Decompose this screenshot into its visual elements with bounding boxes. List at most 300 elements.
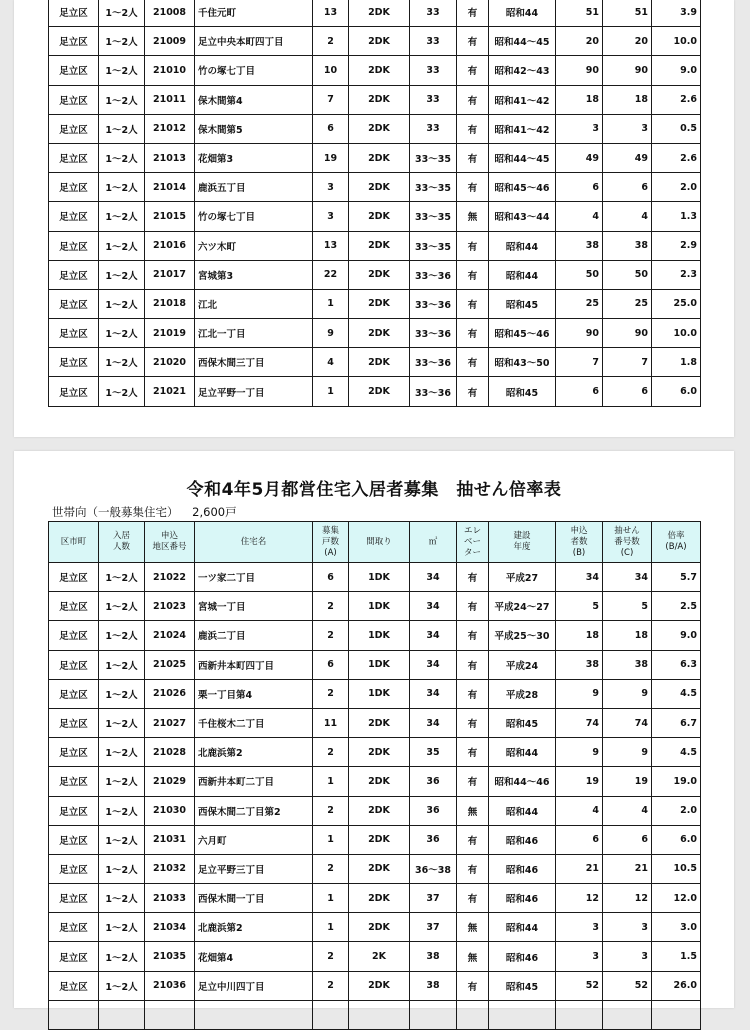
cell-ward: 足立区 bbox=[49, 27, 99, 56]
cell-build-year: 平成28 bbox=[489, 679, 556, 708]
table-row bbox=[49, 854, 701, 883]
cell-applicants: 90 bbox=[556, 56, 603, 85]
cell-rate: 3.9 bbox=[652, 0, 701, 27]
cell-ward: 足立区 bbox=[49, 621, 99, 650]
cell-rate: 2.6 bbox=[652, 85, 701, 114]
cell-layout: 2DK bbox=[349, 913, 410, 942]
cell-build-year: 昭和41～42 bbox=[489, 114, 556, 143]
cell-occupants: 1～2人 bbox=[99, 563, 145, 592]
cell-housing-name: 六ツ木町 bbox=[195, 231, 313, 260]
cell-district-number: 21029 bbox=[145, 767, 195, 796]
cell-elevator: 有 bbox=[457, 854, 489, 883]
cell-units: 2 bbox=[313, 679, 349, 708]
cell-area: 33 bbox=[410, 114, 457, 143]
cell-layout: 2DK bbox=[349, 854, 410, 883]
cell-occupants: 1～2人 bbox=[99, 319, 145, 348]
cell-lottery-numbers: 49 bbox=[603, 143, 652, 172]
cell-rate: 4.5 bbox=[652, 738, 701, 767]
cell-applicants: 3 bbox=[556, 114, 603, 143]
total-units-label: 2,600戸 bbox=[192, 505, 237, 519]
cell-occupants: 1～2人 bbox=[99, 942, 145, 971]
cell-elevator: 有 bbox=[457, 85, 489, 114]
cell-lottery-numbers: 50 bbox=[603, 260, 652, 289]
cell-area: 33～36 bbox=[410, 260, 457, 289]
cell-applicants: 9 bbox=[556, 738, 603, 767]
cell-units: 2 bbox=[313, 621, 349, 650]
cell-applicants: 12 bbox=[556, 884, 603, 913]
cell-district-number: 21024 bbox=[145, 621, 195, 650]
cell-units: 22 bbox=[313, 260, 349, 289]
cell-units: 19 bbox=[313, 143, 349, 172]
cell-occupants: 1～2人 bbox=[99, 377, 145, 406]
cell-occupants: 1～2人 bbox=[99, 708, 145, 737]
cell-district-number: 21031 bbox=[145, 825, 195, 854]
cell-lottery-numbers: 6 bbox=[603, 825, 652, 854]
cell-elevator: 有 bbox=[457, 114, 489, 143]
cell-area: 36 bbox=[410, 796, 457, 825]
cell-district-number bbox=[145, 1000, 195, 1029]
cell-layout: 2DK bbox=[349, 260, 410, 289]
cell-occupants: 1～2人 bbox=[99, 884, 145, 913]
cell-housing-name: 足立平野三丁目 bbox=[195, 854, 313, 883]
cell-elevator: 有 bbox=[457, 289, 489, 318]
cell-elevator: 有 bbox=[457, 650, 489, 679]
cell-elevator: 有 bbox=[457, 348, 489, 377]
cell-housing-name: 千住元町 bbox=[195, 0, 313, 27]
cell-district-number: 21036 bbox=[145, 971, 195, 1000]
cell-units: 2 bbox=[313, 738, 349, 767]
table-row bbox=[49, 85, 701, 114]
cell-units: 1 bbox=[313, 377, 349, 406]
cell-housing-name: 鹿浜二丁目 bbox=[195, 621, 313, 650]
cell-lottery-numbers: 6 bbox=[603, 173, 652, 202]
cell-applicants: 19 bbox=[556, 767, 603, 796]
cell-applicants: 49 bbox=[556, 143, 603, 172]
cell-occupants: 1～2人 bbox=[99, 767, 145, 796]
cell-applicants bbox=[556, 1000, 603, 1029]
cell-rate bbox=[652, 1000, 701, 1029]
cell-district-number: 21012 bbox=[145, 114, 195, 143]
cell-lottery-numbers: 34 bbox=[603, 563, 652, 592]
table-row bbox=[49, 621, 701, 650]
cell-build-year: 昭和45～46 bbox=[489, 319, 556, 348]
cell-ward: 足立区 bbox=[49, 971, 99, 1000]
cell-housing-name: 保木間第4 bbox=[195, 85, 313, 114]
cell-units: 3 bbox=[313, 173, 349, 202]
cell-rate: 6.3 bbox=[652, 650, 701, 679]
cell-layout: 2K bbox=[349, 942, 410, 971]
cell-units: 6 bbox=[313, 650, 349, 679]
cell-applicants: 51 bbox=[556, 0, 603, 27]
cell-occupants: 1～2人 bbox=[99, 0, 145, 27]
cell-elevator: 有 bbox=[457, 143, 489, 172]
table-row bbox=[49, 56, 701, 85]
cell-lottery-numbers: 90 bbox=[603, 319, 652, 348]
cell-area: 33 bbox=[410, 0, 457, 27]
cell-rate: 12.0 bbox=[652, 884, 701, 913]
cell-ward: 足立区 bbox=[49, 592, 99, 621]
table-row bbox=[49, 0, 701, 27]
cell-housing-name: 西保木間二丁目第2 bbox=[195, 796, 313, 825]
cell-elevator: 有 bbox=[457, 260, 489, 289]
cell-ward: 足立区 bbox=[49, 796, 99, 825]
cell-occupants: 1～2人 bbox=[99, 854, 145, 883]
cell-area: 33～36 bbox=[410, 348, 457, 377]
cell-units: 13 bbox=[313, 231, 349, 260]
cell-district-number: 21022 bbox=[145, 563, 195, 592]
cell-area: 33 bbox=[410, 27, 457, 56]
cell-ward: 足立区 bbox=[49, 319, 99, 348]
cell-applicants: 74 bbox=[556, 708, 603, 737]
cell-applicants: 50 bbox=[556, 260, 603, 289]
cell-applicants: 6 bbox=[556, 173, 603, 202]
cell-rate: 1.8 bbox=[652, 348, 701, 377]
cell-occupants: 1～2人 bbox=[99, 796, 145, 825]
cell-elevator: 有 bbox=[457, 0, 489, 27]
cell-elevator: 有 bbox=[457, 319, 489, 348]
cell-area: 36～38 bbox=[410, 854, 457, 883]
cell-occupants: 1～2人 bbox=[99, 260, 145, 289]
cell-lottery-numbers: 12 bbox=[603, 884, 652, 913]
cell-units: 1 bbox=[313, 825, 349, 854]
cell-occupants: 1～2人 bbox=[99, 202, 145, 231]
cell-units: 11 bbox=[313, 708, 349, 737]
cell-occupants: 1～2人 bbox=[99, 825, 145, 854]
cell-applicants: 18 bbox=[556, 85, 603, 114]
cell-layout: 2DK bbox=[349, 971, 410, 1000]
cell-units: 6 bbox=[313, 563, 349, 592]
cell-applicants: 6 bbox=[556, 377, 603, 406]
cell-build-year: 昭和43～50 bbox=[489, 348, 556, 377]
cell-area: 36 bbox=[410, 767, 457, 796]
header-lottery-numbers: 抽せん 番号数 (C) bbox=[603, 522, 652, 563]
cell-layout: 2DK bbox=[349, 289, 410, 318]
cell-district-number: 21020 bbox=[145, 348, 195, 377]
cell-build-year: 昭和45 bbox=[489, 708, 556, 737]
cell-rate: 10.0 bbox=[652, 27, 701, 56]
cell-rate: 10.0 bbox=[652, 319, 701, 348]
cell-elevator: 有 bbox=[457, 679, 489, 708]
cell-layout: 1DK bbox=[349, 621, 410, 650]
cell-rate: 2.0 bbox=[652, 173, 701, 202]
cell-area: 34 bbox=[410, 708, 457, 737]
cell-ward: 足立区 bbox=[49, 708, 99, 737]
cell-applicants: 90 bbox=[556, 319, 603, 348]
cell-units: 3 bbox=[313, 202, 349, 231]
cell-units bbox=[313, 1000, 349, 1029]
cell-district-number: 21016 bbox=[145, 231, 195, 260]
cell-lottery-numbers: 18 bbox=[603, 85, 652, 114]
category-label: 世帯向（一般募集住宅） bbox=[52, 505, 179, 519]
cell-build-year: 平成24 bbox=[489, 650, 556, 679]
cell-district-number: 21033 bbox=[145, 884, 195, 913]
cell-housing-name: 北鹿浜第2 bbox=[195, 913, 313, 942]
cell-area: 33 bbox=[410, 56, 457, 85]
cell-units: 13 bbox=[313, 0, 349, 27]
cell-lottery-numbers: 6 bbox=[603, 377, 652, 406]
header-housing-name: 住宅名 bbox=[195, 522, 313, 563]
cell-ward: 足立区 bbox=[49, 377, 99, 406]
document-page-2 bbox=[14, 451, 734, 1008]
cell-build-year: 昭和46 bbox=[489, 942, 556, 971]
cell-build-year: 昭和44 bbox=[489, 738, 556, 767]
cell-build-year: 昭和44～45 bbox=[489, 27, 556, 56]
table-body-page-1 bbox=[49, 0, 701, 406]
cell-area: 33～35 bbox=[410, 143, 457, 172]
table-row bbox=[49, 1000, 701, 1029]
cell-occupants: 1～2人 bbox=[99, 173, 145, 202]
cell-district-number: 21011 bbox=[145, 85, 195, 114]
table-row bbox=[49, 319, 701, 348]
cell-lottery-numbers bbox=[603, 1000, 652, 1029]
table-row bbox=[49, 884, 701, 913]
cell-layout: 2DK bbox=[349, 319, 410, 348]
table-row bbox=[49, 563, 701, 592]
cell-district-number: 21021 bbox=[145, 377, 195, 406]
cell-build-year: 昭和44 bbox=[489, 260, 556, 289]
cell-occupants: 1～2人 bbox=[99, 289, 145, 318]
cell-layout: 2DK bbox=[349, 143, 410, 172]
cell-elevator: 無 bbox=[457, 913, 489, 942]
cell-layout: 2DK bbox=[349, 738, 410, 767]
cell-occupants: 1～2人 bbox=[99, 971, 145, 1000]
cell-ward: 足立区 bbox=[49, 767, 99, 796]
cell-lottery-numbers: 52 bbox=[603, 971, 652, 1000]
table-row bbox=[49, 592, 701, 621]
cell-lottery-numbers: 51 bbox=[603, 0, 652, 27]
cell-area: 33～35 bbox=[410, 173, 457, 202]
cell-elevator: 有 bbox=[457, 563, 489, 592]
cell-elevator: 有 bbox=[457, 592, 489, 621]
header-elevator: エレ ベー ター bbox=[457, 522, 489, 563]
cell-district-number: 21019 bbox=[145, 319, 195, 348]
cell-applicants: 3 bbox=[556, 942, 603, 971]
table-body-page-2 bbox=[49, 563, 701, 1030]
cell-district-number: 21025 bbox=[145, 650, 195, 679]
cell-rate: 9.0 bbox=[652, 621, 701, 650]
cell-area: 37 bbox=[410, 884, 457, 913]
table-row bbox=[49, 202, 701, 231]
cell-district-number: 21035 bbox=[145, 942, 195, 971]
cell-ward: 足立区 bbox=[49, 231, 99, 260]
cell-rate: 10.5 bbox=[652, 854, 701, 883]
cell-layout: 2DK bbox=[349, 767, 410, 796]
cell-layout: 2DK bbox=[349, 348, 410, 377]
cell-build-year: 昭和43～44 bbox=[489, 202, 556, 231]
cell-housing-name: 足立中央本町四丁目 bbox=[195, 27, 313, 56]
table-row bbox=[49, 377, 701, 406]
cell-lottery-numbers: 74 bbox=[603, 708, 652, 737]
cell-rate: 5.7 bbox=[652, 563, 701, 592]
cell-units: 2 bbox=[313, 942, 349, 971]
cell-housing-name: 足立中川四丁目 bbox=[195, 971, 313, 1000]
header-layout: 間取り bbox=[349, 522, 410, 563]
table-row bbox=[49, 143, 701, 172]
cell-layout: 1DK bbox=[349, 563, 410, 592]
cell-applicants: 34 bbox=[556, 563, 603, 592]
cell-build-year bbox=[489, 1000, 556, 1029]
cell-elevator: 有 bbox=[457, 708, 489, 737]
cell-ward: 足立区 bbox=[49, 738, 99, 767]
cell-occupants: 1～2人 bbox=[99, 650, 145, 679]
cell-lottery-numbers: 38 bbox=[603, 650, 652, 679]
cell-area: 33～36 bbox=[410, 319, 457, 348]
cell-layout: 2DK bbox=[349, 825, 410, 854]
cell-applicants: 7 bbox=[556, 348, 603, 377]
cell-district-number: 21008 bbox=[145, 0, 195, 27]
cell-layout: 2DK bbox=[349, 884, 410, 913]
cell-area bbox=[410, 1000, 457, 1029]
cell-occupants: 1～2人 bbox=[99, 56, 145, 85]
cell-build-year: 昭和44～46 bbox=[489, 767, 556, 796]
cell-district-number: 21010 bbox=[145, 56, 195, 85]
cell-district-number: 21023 bbox=[145, 592, 195, 621]
cell-ward: 足立区 bbox=[49, 650, 99, 679]
cell-housing-name: 江北 bbox=[195, 289, 313, 318]
cell-applicants: 5 bbox=[556, 592, 603, 621]
cell-ward: 足立区 bbox=[49, 854, 99, 883]
table-header-row bbox=[49, 522, 701, 563]
table-row bbox=[49, 679, 701, 708]
cell-district-number: 21034 bbox=[145, 913, 195, 942]
cell-housing-name: 千住桜木二丁目 bbox=[195, 708, 313, 737]
cell-lottery-numbers: 3 bbox=[603, 913, 652, 942]
cell-build-year: 昭和46 bbox=[489, 884, 556, 913]
cell-housing-name bbox=[195, 1000, 313, 1029]
cell-build-year: 昭和46 bbox=[489, 854, 556, 883]
cell-rate: 6.0 bbox=[652, 377, 701, 406]
cell-elevator: 無 bbox=[457, 202, 489, 231]
cell-applicants: 38 bbox=[556, 231, 603, 260]
cell-housing-name: 江北一丁目 bbox=[195, 319, 313, 348]
cell-units: 1 bbox=[313, 884, 349, 913]
cell-rate: 25.0 bbox=[652, 289, 701, 318]
cell-ward: 足立区 bbox=[49, 202, 99, 231]
cell-district-number: 21015 bbox=[145, 202, 195, 231]
cell-lottery-numbers: 4 bbox=[603, 202, 652, 231]
cell-rate: 2.3 bbox=[652, 260, 701, 289]
lottery-rate-table-page-1 bbox=[48, 0, 701, 407]
cell-applicants: 4 bbox=[556, 796, 603, 825]
cell-occupants bbox=[99, 1000, 145, 1029]
cell-elevator: 有 bbox=[457, 884, 489, 913]
cell-area: 35 bbox=[410, 738, 457, 767]
cell-area: 37 bbox=[410, 913, 457, 942]
table-row bbox=[49, 971, 701, 1000]
cell-ward: 足立区 bbox=[49, 884, 99, 913]
cell-rate: 2.0 bbox=[652, 796, 701, 825]
cell-ward: 足立区 bbox=[49, 173, 99, 202]
cell-layout: 2DK bbox=[349, 231, 410, 260]
table-row bbox=[49, 27, 701, 56]
cell-units: 10 bbox=[313, 56, 349, 85]
cell-elevator: 有 bbox=[457, 377, 489, 406]
cell-housing-name: 六月町 bbox=[195, 825, 313, 854]
cell-elevator: 有 bbox=[457, 767, 489, 796]
cell-elevator: 有 bbox=[457, 56, 489, 85]
cell-rate: 4.5 bbox=[652, 679, 701, 708]
cell-district-number: 21018 bbox=[145, 289, 195, 318]
cell-area: 33～35 bbox=[410, 202, 457, 231]
header-build-year: 建設 年度 bbox=[489, 522, 556, 563]
cell-housing-name: 竹の塚七丁目 bbox=[195, 56, 313, 85]
cell-lottery-numbers: 7 bbox=[603, 348, 652, 377]
cell-build-year: 昭和45 bbox=[489, 377, 556, 406]
cell-housing-name: 一ツ家二丁目 bbox=[195, 563, 313, 592]
cell-occupants: 1～2人 bbox=[99, 231, 145, 260]
table-row bbox=[49, 796, 701, 825]
cell-units: 1 bbox=[313, 913, 349, 942]
cell-housing-name: 栗一丁目第4 bbox=[195, 679, 313, 708]
cell-applicants: 38 bbox=[556, 650, 603, 679]
cell-rate: 2.9 bbox=[652, 231, 701, 260]
cell-area: 33 bbox=[410, 85, 457, 114]
cell-area: 33～36 bbox=[410, 377, 457, 406]
cell-lottery-numbers: 90 bbox=[603, 56, 652, 85]
cell-applicants: 18 bbox=[556, 621, 603, 650]
cell-layout: 1DK bbox=[349, 592, 410, 621]
cell-applicants: 52 bbox=[556, 971, 603, 1000]
cell-build-year: 昭和46 bbox=[489, 825, 556, 854]
cell-rate: 0.5 bbox=[652, 114, 701, 143]
cell-build-year: 昭和44 bbox=[489, 0, 556, 27]
table-row bbox=[49, 738, 701, 767]
header-area: ㎡ bbox=[410, 522, 457, 563]
cell-units: 9 bbox=[313, 319, 349, 348]
header-rate: 倍率 (B/A) bbox=[652, 522, 701, 563]
cell-district-number: 21014 bbox=[145, 173, 195, 202]
header-occupants: 入居 人数 bbox=[99, 522, 145, 563]
cell-build-year: 昭和45 bbox=[489, 971, 556, 1000]
cell-build-year: 昭和44 bbox=[489, 231, 556, 260]
cell-rate: 6.0 bbox=[652, 825, 701, 854]
table-row bbox=[49, 260, 701, 289]
cell-rate: 6.7 bbox=[652, 708, 701, 737]
cell-build-year: 平成25～30 bbox=[489, 621, 556, 650]
table-row bbox=[49, 348, 701, 377]
cell-area: 34 bbox=[410, 650, 457, 679]
cell-applicants: 21 bbox=[556, 854, 603, 883]
cell-applicants: 20 bbox=[556, 27, 603, 56]
cell-lottery-numbers: 38 bbox=[603, 231, 652, 260]
cell-ward: 足立区 bbox=[49, 348, 99, 377]
table-row bbox=[49, 825, 701, 854]
cell-rate: 3.0 bbox=[652, 913, 701, 942]
cell-housing-name: 宮城第3 bbox=[195, 260, 313, 289]
cell-occupants: 1～2人 bbox=[99, 114, 145, 143]
cell-rate: 1.5 bbox=[652, 942, 701, 971]
cell-area: 38 bbox=[410, 942, 457, 971]
cell-units: 2 bbox=[313, 854, 349, 883]
cell-ward: 足立区 bbox=[49, 289, 99, 318]
cell-build-year: 昭和44～45 bbox=[489, 143, 556, 172]
cell-layout: 2DK bbox=[349, 173, 410, 202]
cell-housing-name: 西新井本町二丁目 bbox=[195, 767, 313, 796]
lottery-rate-table-page-2 bbox=[48, 521, 701, 1030]
cell-ward: 足立区 bbox=[49, 85, 99, 114]
cell-occupants: 1～2人 bbox=[99, 85, 145, 114]
document-page-1 bbox=[14, 0, 734, 437]
cell-layout: 2DK bbox=[349, 377, 410, 406]
cell-elevator: 有 bbox=[457, 738, 489, 767]
cell-lottery-numbers: 3 bbox=[603, 942, 652, 971]
cell-ward: 足立区 bbox=[49, 942, 99, 971]
cell-elevator: 有 bbox=[457, 231, 489, 260]
cell-district-number: 21032 bbox=[145, 854, 195, 883]
cell-elevator: 有 bbox=[457, 173, 489, 202]
table-row bbox=[49, 942, 701, 971]
header-district-number: 申込 地区番号 bbox=[145, 522, 195, 563]
